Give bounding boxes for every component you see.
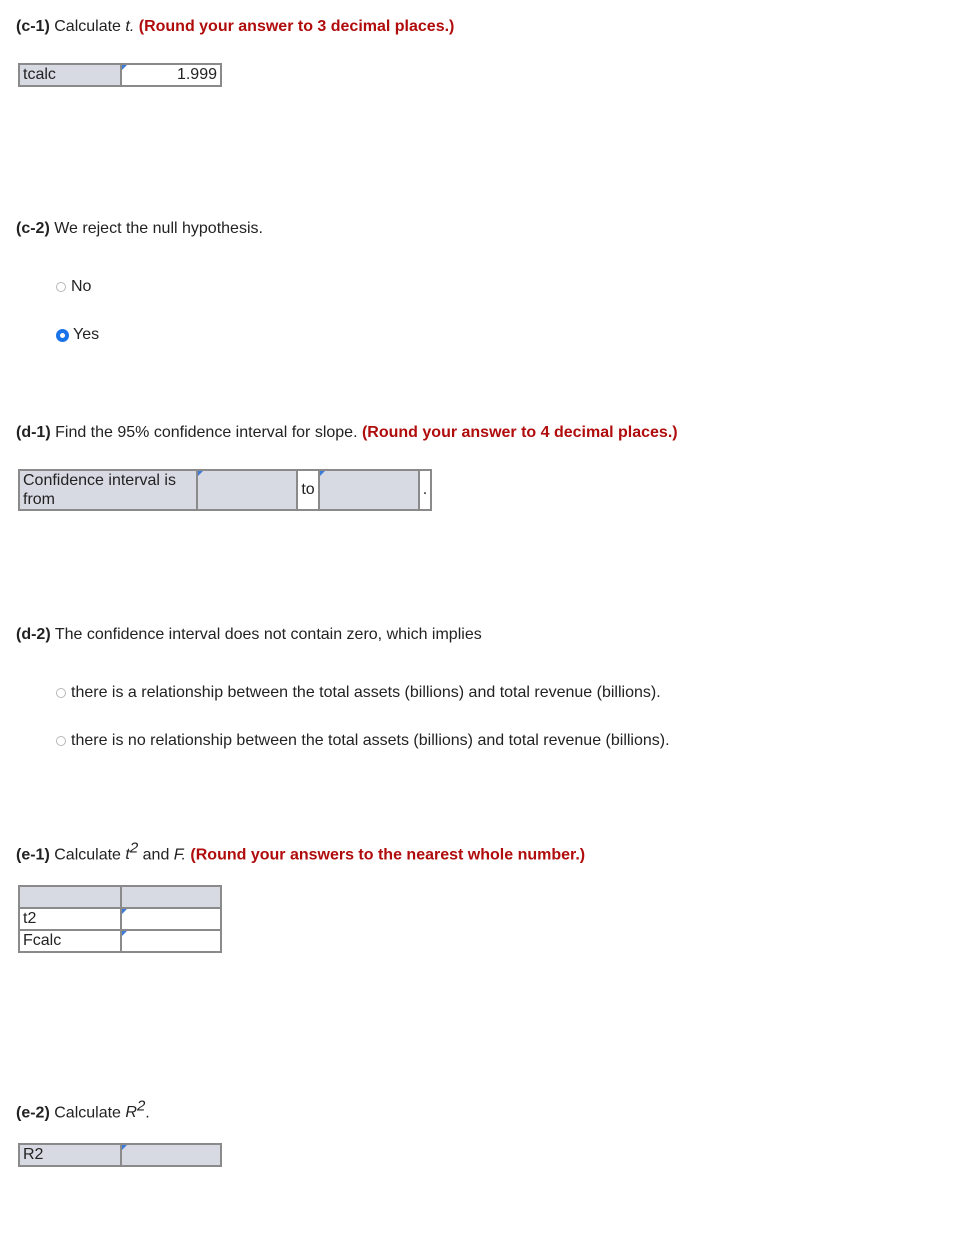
question-e1-prompt: Calculate <box>54 846 121 864</box>
radio-option-no-relationship[interactable] <box>56 732 670 750</box>
e1-header-left <box>19 886 121 908</box>
e1-header-right <box>121 886 221 908</box>
question-c2 <box>16 220 263 238</box>
radio-no-relationship[interactable] <box>56 736 66 746</box>
ci-lower-input[interactable] <box>197 470 297 510</box>
radio-no-label: No <box>71 278 92 295</box>
question-d2-prompt: The confidence interval does not contain zero, which implies <box>54 626 482 643</box>
question-d1-instruction: (Round your answer to 4 decimal places.) <box>361 424 678 441</box>
ci-to-label: to <box>297 470 319 510</box>
radio-relationship-label: there is a relationship between the total assets (billions) and total revenue (billions). <box>71 684 661 701</box>
confidence-interval-label: Confidence interval is from <box>19 470 197 510</box>
tcalc-table <box>18 63 222 87</box>
t2-label: t2 <box>19 908 121 930</box>
radio-relationship[interactable] <box>56 688 66 698</box>
question-e1-var: $t^2$ <box>125 840 139 864</box>
radio-yes-selected[interactable] <box>56 329 69 342</box>
ci-period: . <box>419 470 431 510</box>
question-e1-instruction: (Round your answers to the nearest whole number.) <box>190 846 586 864</box>
question-e1-and: and <box>142 846 170 864</box>
question-c2-label: (c-2) <box>16 220 50 237</box>
question-d1-label: (d-1) <box>16 424 51 441</box>
question-d2-label: (d-2) <box>16 626 51 643</box>
question-e2-prompt: Calculate <box>54 1104 121 1122</box>
ci-upper-input[interactable] <box>319 470 419 510</box>
fcalc-label: Fcalc <box>19 930 121 952</box>
radio-option-yes[interactable] <box>56 326 99 344</box>
question-c2-prompt: We reject the null hypothesis. <box>54 220 263 237</box>
r2-table <box>18 1143 222 1167</box>
e1-table <box>18 885 222 953</box>
tcalc-label: tcalc <box>19 64 121 86</box>
radio-option-relationship[interactable] <box>56 684 661 702</box>
fcalc-input[interactable] <box>121 930 221 952</box>
question-e2-end: . <box>145 1104 150 1122</box>
question-e1 <box>16 840 585 864</box>
question-e1-var2: F. <box>173 846 186 864</box>
radio-no[interactable] <box>56 282 66 292</box>
question-c1-prompt: Calculate <box>54 18 121 35</box>
r2-input[interactable] <box>121 1144 221 1166</box>
question-e2 <box>16 1098 150 1122</box>
question-e2-var: $R^2$ <box>125 1098 146 1122</box>
question-d2 <box>16 626 482 644</box>
question-c1-var: t. <box>125 18 135 35</box>
radio-no-relationship-label: there is no relationship between the total assets (billions) and total revenue (billions). <box>71 732 670 749</box>
question-e2-label: (e-2) <box>16 1104 50 1122</box>
question-c1-instruction: (Round your answer to 3 decimal places.) <box>138 18 455 35</box>
question-e1-label: (e-1) <box>16 846 50 864</box>
radio-option-no[interactable] <box>56 278 91 296</box>
question-d1 <box>16 424 678 442</box>
t2-input[interactable] <box>121 908 221 930</box>
tcalc-input[interactable]: 1.999 <box>121 64 221 86</box>
radio-yes-label: Yes <box>73 326 100 343</box>
confidence-interval-table <box>18 469 432 511</box>
r2-label: R2 <box>19 1144 121 1166</box>
question-c1-label: (c-1) <box>16 18 50 35</box>
question-d1-prompt: Find the 95% confidence interval for slope. <box>55 424 358 441</box>
question-c1 <box>16 18 454 36</box>
